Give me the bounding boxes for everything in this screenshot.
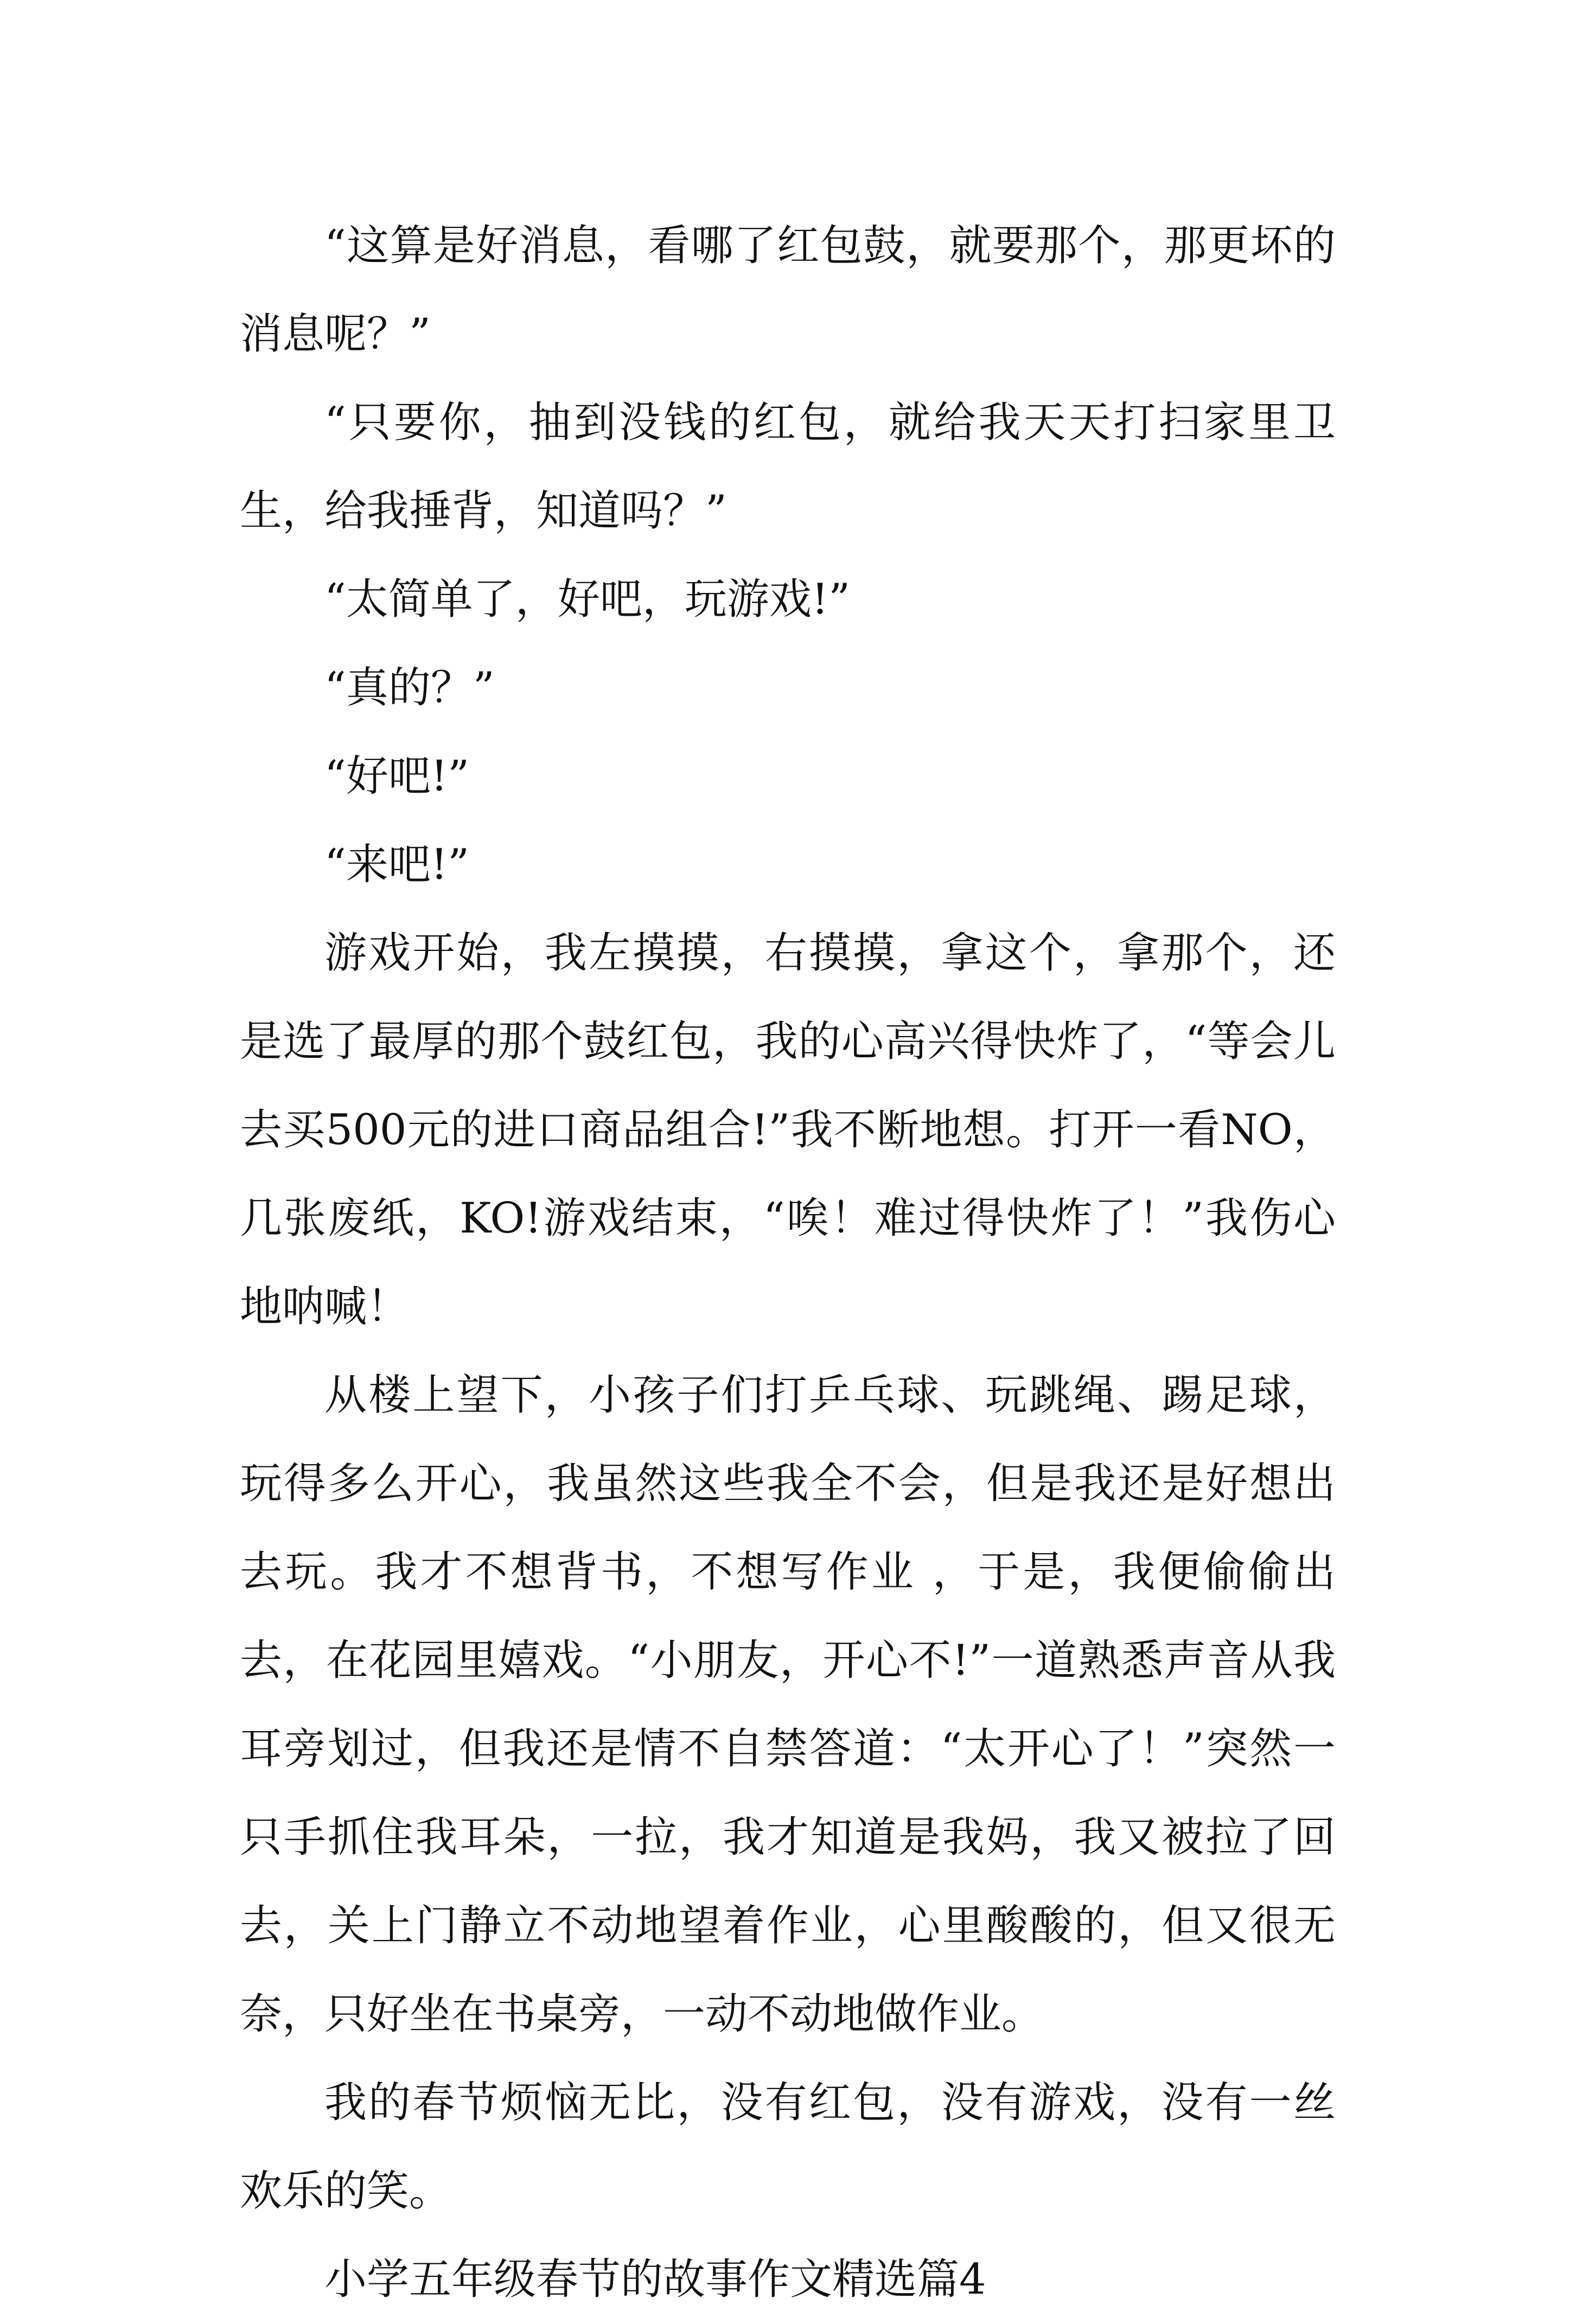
dialogue-paragraph: “这算是好消息，看哪了红包鼓，就要那个，那更坏的消息呢？” [240, 221, 1336, 359]
body-paragraph: 我的春节烦恼无比，没有红包，没有游戏，没有一丝欢乐的笑。 [240, 2078, 1336, 2216]
body-paragraph: 游戏开始，我左摸摸，右摸摸，拿这个，拿那个，还是选了最厚的那个鼓红包，我的心高兴得快炸了，“等会儿去买500元的进口商品组合!”我不断地想。打开一看NO，几张废纸，KO!游戏结束，“唉！难过得快炸了！”我伤心地呐喊！ [240, 929, 1336, 1331]
section-heading: 小学五年级春节的故事作文精选篇4 [324, 2255, 986, 2304]
dialogue-paragraph: “太简单了，好吧，玩游戏!” [324, 575, 851, 624]
body-paragraph: 从楼上望下，小孩子们打乒乓球、玩跳绳、踢足球，玩得多么开心，我虽然这些我全不会，但是我还是好想出去玩。我才不想背书，不想写作业 ，于是，我便偷偷出去，在花园里嬉戏。“小朋友，开心不!”一道熟悉声音从我耳旁划过，但我还是情不自禁答道：“太开心了！”突然一只手抓住我耳朵，一拉，我才知道是我妈，我又被拉了回去，关上门静立不动地望着作业，心里酸酸的，但又很无奈，只好坐在书桌旁，一动不动地做作业。 [240, 1371, 1336, 2039]
document-body [240, 202, 1336, 2324]
dialogue-paragraph: “好吧!” [324, 752, 470, 801]
dialogue-paragraph: “只要你，抽到没钱的红包，就给我天天打扫家里卫生，给我捶背，知道吗？” [240, 398, 1336, 535]
dialogue-paragraph: “真的？” [324, 663, 495, 712]
dialogue-paragraph: “来吧!” [324, 840, 470, 889]
